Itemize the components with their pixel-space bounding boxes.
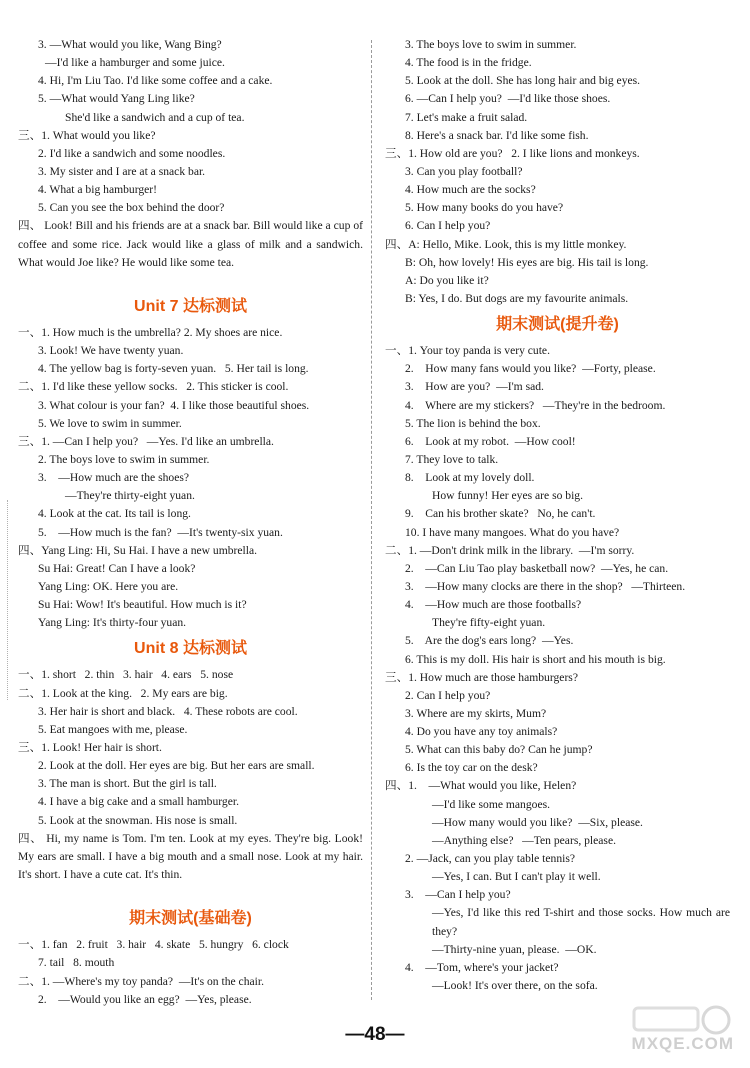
answer-line: 5. Look at the doll. She has long hair and big eyes. — [405, 74, 641, 88]
answer-line: 3. What colour is your fan? 4. I like those beautiful shoes. — [38, 398, 310, 412]
answer-line: 2. Can I help you? — [405, 688, 491, 702]
answer-line: B: Yes, I do. But dogs are my favourite animals. — [405, 291, 629, 305]
answer-line: 4. The yellow bag is forty-seven yuan. 5. Her tail is long. — [38, 362, 309, 376]
answer-line: —Look! It's over there, on the sofa. — [432, 979, 598, 993]
answer-line: A: Do you like it? — [405, 273, 489, 287]
answer-line: 一、1. short 2. thin 3. hair 4. ears 5. nose — [18, 668, 234, 682]
answer-line: —Thirty-nine yuan, please. —OK. — [432, 942, 597, 956]
answer-line: 二、1. —Where's my toy panda? —It's on the chair. — [18, 974, 264, 988]
answer-line: 3. —How many clocks are there in the shop? —Thirteen. — [405, 579, 686, 593]
answer-line: 3. —What would you like, Wang Bing? — [38, 38, 222, 51]
section-heading: 期末测试(提升卷) — [496, 316, 619, 334]
answer-line: How funny! Her eyes are so big. — [432, 489, 583, 503]
answer-line: 二、1. I'd like these yellow socks. 2. This sticker is cool. — [18, 380, 289, 394]
answer-line: B: Oh, how lovely! His eyes are big. His tail is long. — [405, 255, 649, 269]
answer-line: 2. —Would you like an egg? —Yes, please. — [38, 992, 252, 1006]
answer-line: Su Hai: Great! Can I have a look? — [38, 561, 196, 575]
answer-line: 3. My sister and I are at a snack bar. — [38, 164, 206, 178]
section-heading: Unit 7 达标测试 — [134, 298, 247, 315]
answer-line: 3. Look! We have twenty yuan. — [38, 344, 184, 358]
answer-line: 5. We love to swim in summer. — [38, 416, 182, 430]
answer-line: —How many would you like? —Six, please. — [432, 815, 643, 829]
answer-line: 一、1. How much is the umbrella? 2. My shoes are nice. — [18, 326, 283, 339]
answer-line: 3. The boys love to swim in summer. — [405, 38, 577, 51]
answer-line: 7. Let's make a fruit salad. — [405, 110, 528, 124]
answer-line: 四、 Look! Bill and his friends are at a snack bar. Bill would like a cup of coffee and some rice. Jack would like a glass of milk and a sandwich. What would Joe like? He would like some tea. — [18, 219, 363, 269]
answer-line: 三、1. How old are you? 2. I like lions and monkeys. — [385, 146, 640, 160]
answer-line: 3. Her hair is short and black. 4. These robots are cool. — [38, 704, 298, 718]
answer-line: 3. Can you play football? — [405, 164, 523, 178]
answer-line: 6. —Can I help you? —I'd like those shoes. — [405, 92, 611, 106]
answer-line: —I'd like a hamburger and some juice. — [45, 56, 225, 70]
column-divider — [371, 40, 372, 1000]
answer-line: 4. Do you have any toy animals? — [405, 725, 558, 739]
answer-line: They're fifty-eight yuan. — [432, 616, 546, 630]
answer-line: 4. How much are the socks? — [405, 183, 536, 197]
answer-line: 5. Look at the snowman. His nose is small. — [38, 813, 238, 827]
page-number: —48— — [345, 1024, 405, 1045]
answer-line: 7. tail 8. mouth — [38, 956, 115, 970]
answer-line: 4. What a big hamburger! — [38, 183, 158, 197]
answer-line: —I'd like some mangoes. — [432, 797, 551, 811]
answer-line: 5. Eat mangoes with me, please. — [38, 722, 188, 736]
answer-line: —They're thirty-eight yuan. — [65, 489, 195, 503]
answer-line: 5. —How much is the fan? —It's twenty-six yuan. — [38, 525, 283, 539]
answer-line: 一、1. Your toy panda is very cute. — [385, 344, 550, 358]
answer-line: 4. Look at the cat. Its tail is long. — [38, 507, 191, 521]
answer-line: 5. —What would Yang Ling like? — [38, 92, 195, 106]
answer-line: 9. Can his brother skate? No, he can't. — [405, 507, 596, 521]
answer-line: 四、 Hi, my name is Tom. I'm ten. Look at my eyes. They're big. Look! My ears are small. I have a big mouth and a small nose. Look at my hair. It's short. I have a cute cat. It's thin. — [18, 831, 363, 881]
answer-line: 5. Can you see the box behind the door? — [38, 201, 225, 215]
answer-line: 8. Here's a snack bar. I'd like some fish. — [405, 128, 589, 142]
answer-line: 4. —Tom, where's your jacket? — [405, 960, 559, 974]
binding-margin-line — [7, 500, 8, 700]
answer-line: 3. —How much are the shoes? — [38, 471, 190, 485]
answer-line: 3. —Can I help you? — [405, 888, 511, 902]
answer-line: 三、1. —Can I help you? —Yes. I'd like an umbrella. — [18, 434, 274, 448]
answer-line: Yang Ling: It's thirty-four yuan. — [38, 616, 187, 630]
answer-line: 四、A: Hello, Mike. Look, this is my little monkey. — [385, 237, 627, 251]
right-column — [385, 36, 730, 995]
answer-line: 5. How many books do you have? — [405, 201, 564, 215]
answer-line: 2. —Can Liu Tao play basketball now? —Yes, he can. — [405, 561, 669, 575]
answer-line: 6. Is the toy car on the desk? — [405, 761, 538, 775]
answer-line: —Yes, I can. But I can't play it well. — [432, 870, 601, 884]
answer-line: 6. Can I help you? — [405, 219, 491, 233]
answer-line: 2. Look at the doll. Her eyes are big. But her ears are small. — [38, 759, 315, 773]
section-heading: Unit 8 达标测试 — [134, 640, 247, 658]
answer-line: 2. How many fans would you like? —Forty, please. — [405, 362, 656, 376]
answer-line: 7. They love to talk. — [405, 452, 499, 466]
answer-line: 6. Look at my robot. —How cool! — [405, 434, 576, 448]
answer-line: 4. I have a big cake and a small hamburger. — [38, 795, 239, 809]
answer-line: —Anything else? —Ten pears, please. — [432, 833, 616, 847]
answer-line: 2. The boys love to swim in summer. — [38, 452, 210, 466]
answer-line: Yang Ling: OK. Here you are. — [38, 579, 179, 593]
answer-line: 一、1. fan 2. fruit 3. hair 4. skate 5. hungry 6. clock — [18, 938, 289, 952]
answer-line: 10. I have many mangoes. What do you have? — [405, 525, 620, 539]
answer-line: 3. How are you? —I'm sad. — [405, 380, 544, 394]
answer-line: 二、1. —Don't drink milk in the library. —I'm sorry. — [385, 543, 635, 557]
answer-line: —Yes, I'd like this red T-shirt and those socks. How much are they? — [432, 906, 730, 938]
answer-line: 5. Are the dog's ears long? —Yes. — [405, 634, 574, 648]
answer-line: 四、Yang Ling: Hi, Su Hai. I have a new umbrella. — [18, 543, 258, 557]
answer-line: Su Hai: Wow! It's beautiful. How much is it? — [38, 598, 247, 612]
answer-line: 5. What can this baby do? Can he jump? — [405, 743, 593, 757]
watermark-text: MXQE.COM — [631, 1034, 734, 1053]
answer-line: 2. I'd like a sandwich and some noodles. — [38, 146, 226, 160]
answer-line: 8. Look at my lovely doll. — [405, 471, 535, 485]
left-column — [18, 36, 363, 1009]
answer-line: 三、1. How much are those hamburgers? — [385, 670, 578, 684]
answer-line: 四、1. —What would you like, Helen? — [385, 779, 577, 793]
answer-line: 3. The man is short. But the girl is tall. — [38, 777, 217, 791]
answer-line: 4. —How much are those footballs? — [405, 598, 582, 612]
answer-line: 二、1. Look at the king. 2. My ears are big. — [18, 686, 228, 700]
answer-line: She'd like a sandwich and a cup of tea. — [65, 110, 245, 124]
answer-line: 3. Where are my skirts, Mum? — [405, 706, 547, 720]
answer-line: 三、1. What would you like? — [18, 128, 156, 142]
section-heading: 期末测试(基础卷) — [129, 910, 252, 928]
answer-line: 三、1. Look! Her hair is short. — [18, 740, 162, 754]
answer-line: 2. —Jack, can you play table tennis? — [405, 852, 575, 866]
answer-line: 4. Hi, I'm Liu Tao. I'd like some coffee and a cake. — [38, 74, 273, 88]
answer-line: 6. This is my doll. His hair is short and his mouth is big. — [405, 652, 666, 666]
answer-line: 5. The lion is behind the box. — [405, 416, 541, 430]
answer-line: 4. The food is in the fridge. — [405, 56, 532, 70]
answer-line: 4. Where are my stickers? —They're in the bedroom. — [405, 398, 666, 412]
